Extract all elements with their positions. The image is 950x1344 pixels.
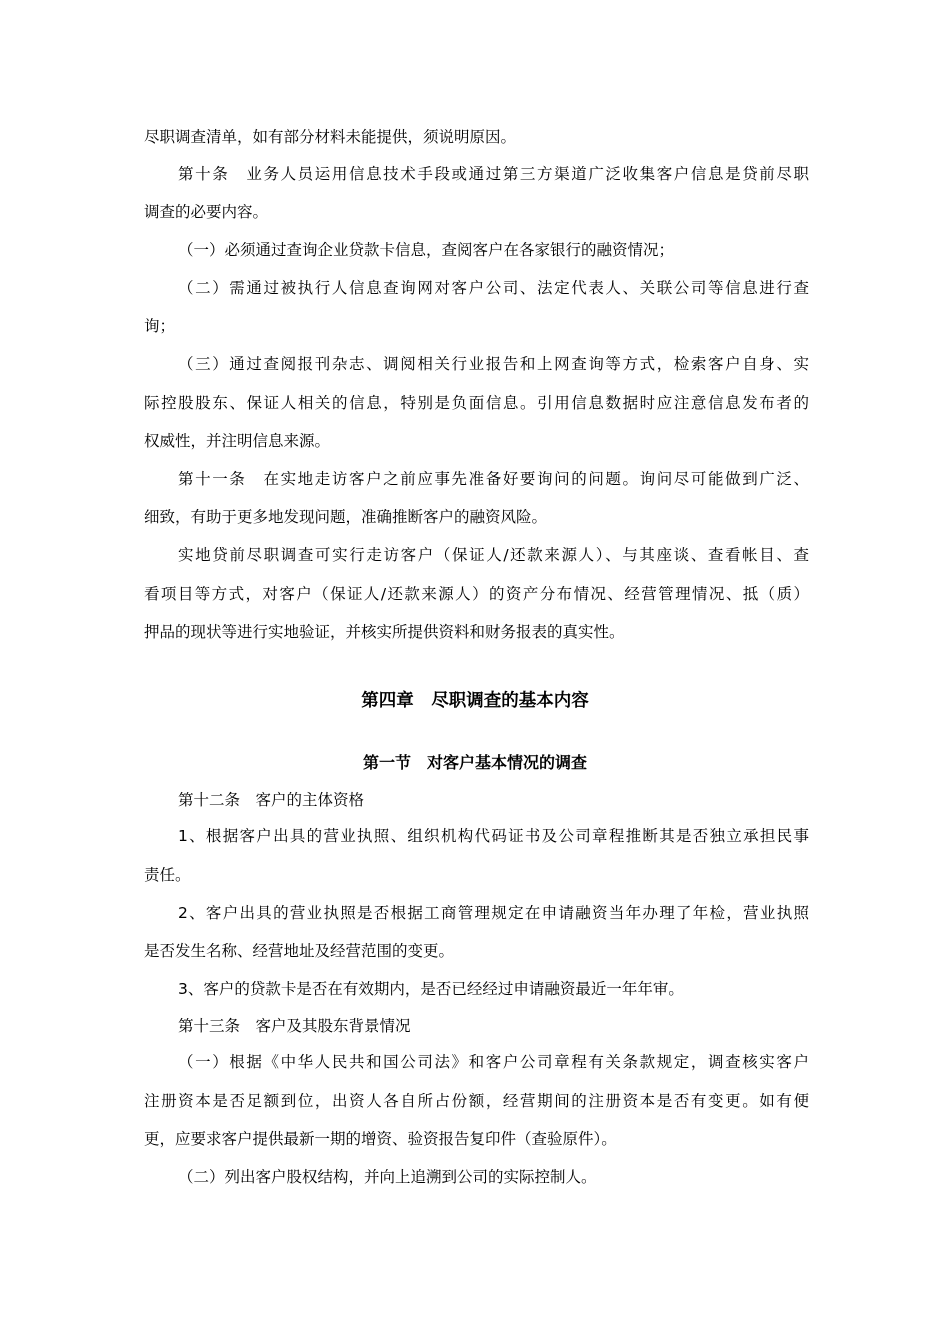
text-line: 第十三条 客户及其股东背景情况: [178, 1017, 411, 1035]
text-line: （三）通过查阅报刊杂志、调阅相关行业报告和上网查询等方式，检索客户自身、实: [178, 355, 809, 373]
text-line: 询；: [144, 317, 176, 335]
text-line: 看项目等方式，对客户（保证人/还款来源人）的资产分布情况、经营管理情况、抵（质）: [144, 585, 809, 603]
text-line: 第十一条 在实地走访客户之前应事先准备好要询问的问题。询问尽可能做到广泛、: [178, 470, 809, 488]
text-line: 注册资本是否足额到位，出资人各自所占份额，经营期间的注册资本是否有变更。如有便: [144, 1092, 809, 1110]
text-line: （二）列出客户股权结构，并向上追溯到公司的实际控制人。: [178, 1168, 597, 1186]
text-line: 是否发生名称、经营地址及经营范围的变更。: [144, 942, 455, 960]
text-line: 更，应要求客户提供最新一期的增资、验资报告复印件（查验原件）。: [144, 1130, 617, 1148]
text-line: （一）根据《中华人民共和国公司法》和客户公司章程有关条款规定，调查核实客户: [178, 1053, 809, 1071]
text-line: 2、客户出具的营业执照是否根据工商管理规定在申请融资当年办理了年检，营业执照: [178, 904, 809, 922]
text-line: （一）必须通过查询企业贷款卡信息，查阅客户在各家银行的融资情况；: [178, 241, 675, 259]
text-line: 实地贷前尽职调查可实行走访客户（保证人/还款来源人）、与其座谈、查看帐目、查: [178, 546, 809, 564]
text-line: 第十二条 客户的主体资格: [178, 791, 365, 809]
text-line: 第十条 业务人员运用信息技术手段或通过第三方渠道广泛收集客户信息是贷前尽职: [178, 165, 809, 183]
text-line: 权威性，并注明信息来源。: [144, 432, 331, 450]
text-line: 押品的现状等进行实地验证，并核实所提供资料和财务报表的真实性。: [144, 623, 625, 641]
text-line: （二）需通过被执行人信息查询网对客户公司、法定代表人、关联公司等信息进行查: [178, 279, 809, 297]
chapter-heading: 第四章 尽职调查的基本内容: [361, 691, 589, 711]
text-line: 尽职调查清单，如有部分材料未能提供，须说明原因。: [144, 128, 517, 146]
text-line: 责任。: [144, 866, 191, 884]
text-line: 细致，有助于更多地发现问题，准确推断客户的融资风险。: [144, 508, 548, 526]
text-line: 调查的必要内容。: [144, 203, 269, 221]
text-line: 1、根据客户出具的营业执照、组织机构代码证书及公司章程推断其是否独立承担民事: [178, 827, 809, 845]
section-heading: 第一节 对客户基本情况的调查: [362, 753, 587, 772]
text-line: 3、客户的贷款卡是否在有效期内，是否已经经过申请融资最近一年年审。: [178, 980, 684, 998]
text-line: 际控股股东、保证人相关的信息，特别是负面信息。引用信息数据时应注意信息发布者的: [144, 394, 809, 412]
